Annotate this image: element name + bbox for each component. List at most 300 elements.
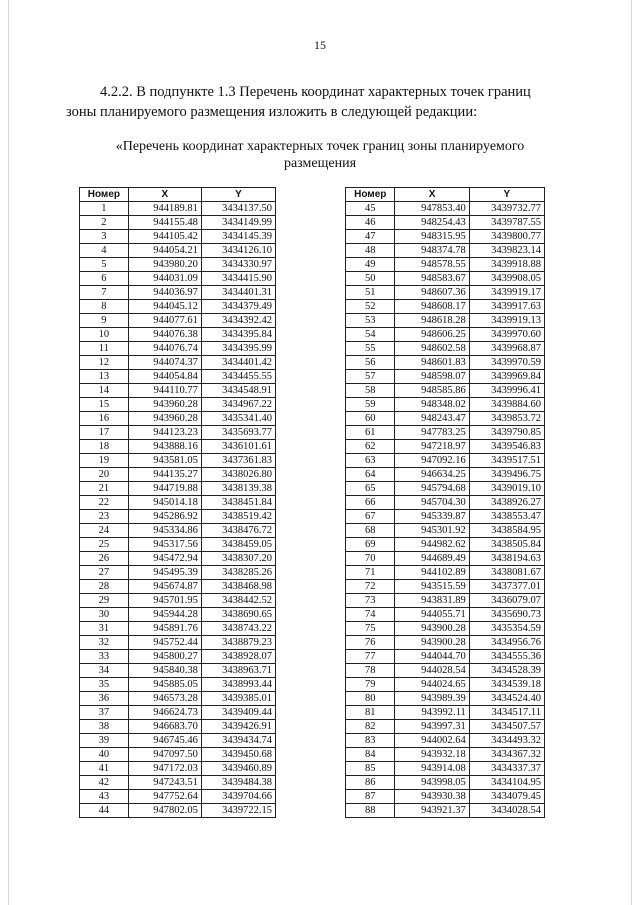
cell-y: 3439919.17	[469, 286, 544, 300]
cell-number: 3	[80, 230, 129, 244]
cell-number: 7	[80, 286, 129, 300]
cell-y: 3439823.14	[469, 244, 544, 258]
cell-x: 943900.28	[395, 636, 469, 650]
table-header-row	[80, 188, 276, 202]
table-row	[346, 538, 545, 552]
table-row	[346, 244, 545, 258]
cell-number: 6	[80, 272, 129, 286]
table-row	[80, 454, 276, 468]
cell-x: 944077.61	[128, 314, 201, 328]
clause-text	[66, 82, 586, 122]
cell-number: 17	[80, 426, 129, 440]
cell-y: 3434367.32	[469, 748, 544, 762]
table-row	[80, 748, 276, 762]
table-row	[80, 440, 276, 454]
cell-y: 3439853.72	[469, 412, 544, 426]
cell-number: 59	[346, 398, 395, 412]
table-row	[80, 398, 276, 412]
cell-number: 81	[346, 706, 395, 720]
cell-y: 3434379.49	[201, 300, 275, 314]
table-row	[346, 496, 545, 510]
cell-x: 945752.44	[128, 636, 201, 650]
cell-y: 3439434.74	[201, 734, 275, 748]
cell-x: 945891.76	[128, 622, 201, 636]
table-row	[346, 580, 545, 594]
cell-y: 3439919.13	[469, 314, 544, 328]
cell-y: 3439787.55	[469, 216, 544, 230]
cell-y: 3435341.40	[201, 412, 275, 426]
cell-y: 3438743.22	[201, 622, 275, 636]
cell-y: 3434330.97	[201, 258, 275, 272]
cell-x: 944155.48	[128, 216, 201, 230]
cell-number: 42	[80, 776, 129, 790]
table-row	[346, 566, 545, 580]
cell-y: 3438505.84	[469, 538, 544, 552]
cell-y: 3438285.26	[201, 566, 275, 580]
table-row	[80, 468, 276, 482]
table-row	[346, 706, 545, 720]
cell-x: 943831.89	[395, 594, 469, 608]
table-row	[346, 440, 545, 454]
table-row	[80, 622, 276, 636]
cell-number: 12	[80, 356, 129, 370]
cell-number: 79	[346, 678, 395, 692]
table-row	[346, 734, 545, 748]
cell-number: 69	[346, 538, 395, 552]
cell-number: 32	[80, 636, 129, 650]
table-row	[346, 398, 545, 412]
table-row	[80, 272, 276, 286]
cell-y: 3438879.23	[201, 636, 275, 650]
cell-x: 947802.05	[128, 804, 201, 818]
cell-y: 3439918.88	[469, 258, 544, 272]
cell-number: 71	[346, 566, 395, 580]
table-row	[346, 216, 545, 230]
cell-number: 73	[346, 594, 395, 608]
table-row	[346, 650, 545, 664]
table-row	[80, 804, 276, 818]
cell-number: 68	[346, 524, 395, 538]
cell-number: 31	[80, 622, 129, 636]
cell-y: 3439385.01	[201, 692, 275, 706]
cell-number: 45	[346, 202, 395, 216]
table-row	[80, 706, 276, 720]
cell-y: 3434555.36	[469, 650, 544, 664]
cell-number: 56	[346, 356, 395, 370]
table-row	[80, 202, 276, 216]
cell-y: 3437361.83	[201, 454, 275, 468]
cell-number: 26	[80, 552, 129, 566]
table-row	[80, 692, 276, 706]
cell-x: 943581.05	[128, 454, 201, 468]
cell-number: 60	[346, 412, 395, 426]
table-row	[346, 790, 545, 804]
cell-x: 945701.95	[128, 594, 201, 608]
cell-number: 8	[80, 300, 129, 314]
cell-number: 51	[346, 286, 395, 300]
cell-number: 41	[80, 762, 129, 776]
cell-y: 3434967.22	[201, 398, 275, 412]
cell-x: 944123.23	[128, 426, 201, 440]
cell-number: 46	[346, 216, 395, 230]
cell-number: 37	[80, 706, 129, 720]
cell-y: 3434507.57	[469, 720, 544, 734]
cell-x: 947172.03	[128, 762, 201, 776]
cell-y: 3439968.87	[469, 342, 544, 356]
cell-number: 57	[346, 370, 395, 384]
cell-x: 947853.40	[395, 202, 469, 216]
cell-x: 945014.18	[128, 496, 201, 510]
cell-number: 9	[80, 314, 129, 328]
cell-number: 67	[346, 510, 395, 524]
cell-number: 75	[346, 622, 395, 636]
table-row	[346, 762, 545, 776]
table-row	[80, 594, 276, 608]
cell-y: 3439908.05	[469, 272, 544, 286]
cell-number: 2	[80, 216, 129, 230]
cell-x: 943997.31	[395, 720, 469, 734]
cell-number: 84	[346, 748, 395, 762]
clause-line-2: зоны планируемого размещения изложить в следующей редакции:	[66, 104, 478, 120]
cell-x: 944045.12	[128, 300, 201, 314]
cell-x: 944076.74	[128, 342, 201, 356]
table-row	[80, 384, 276, 398]
cell-y: 3439917.63	[469, 300, 544, 314]
cell-y: 3434956.76	[469, 636, 544, 650]
table-row	[346, 524, 545, 538]
cell-y: 3439704.66	[201, 790, 275, 804]
cell-x: 943960.28	[128, 412, 201, 426]
cell-x: 946634.25	[395, 468, 469, 482]
cell-y: 3439790.85	[469, 426, 544, 440]
cell-number: 86	[346, 776, 395, 790]
cell-x: 944689.49	[395, 552, 469, 566]
table-row	[346, 692, 545, 706]
cell-number: 30	[80, 608, 129, 622]
cell-x: 947783.25	[395, 426, 469, 440]
cell-y: 3439484.38	[201, 776, 275, 790]
table-row	[80, 216, 276, 230]
cell-number: 62	[346, 440, 395, 454]
cell-x: 948254.43	[395, 216, 469, 230]
cell-number: 77	[346, 650, 395, 664]
cell-number: 82	[346, 720, 395, 734]
header-y: Y	[469, 188, 544, 202]
header-number: Номер	[346, 188, 395, 202]
table-row	[80, 538, 276, 552]
cell-number: 25	[80, 538, 129, 552]
cell-x: 948315.95	[395, 230, 469, 244]
table-row	[346, 804, 545, 818]
table-row	[80, 510, 276, 524]
cell-x: 943932.18	[395, 748, 469, 762]
cell-number: 72	[346, 580, 395, 594]
cell-y: 3434028.54	[469, 804, 544, 818]
table-row	[80, 356, 276, 370]
cell-y: 3438451.84	[201, 496, 275, 510]
cell-y: 3437377.01	[469, 580, 544, 594]
cell-number: 63	[346, 454, 395, 468]
table-caption	[0, 138, 640, 172]
cell-x: 948578.55	[395, 258, 469, 272]
cell-x: 947097.50	[128, 748, 201, 762]
cell-number: 16	[80, 412, 129, 426]
cell-y: 3434524.40	[469, 692, 544, 706]
header-y: Y	[201, 188, 275, 202]
header-number: Номер	[80, 188, 129, 202]
cell-y: 3434126.10	[201, 244, 275, 258]
table-row	[80, 342, 276, 356]
cell-number: 34	[80, 664, 129, 678]
table-row	[346, 286, 545, 300]
table-row	[80, 412, 276, 426]
cell-x: 948606.25	[395, 328, 469, 342]
cell-x: 944105.42	[128, 230, 201, 244]
table-row	[80, 776, 276, 790]
table-row	[80, 300, 276, 314]
cell-number: 36	[80, 692, 129, 706]
cell-x: 944110.77	[128, 384, 201, 398]
cell-x: 945674.87	[128, 580, 201, 594]
cell-y: 3438476.72	[201, 524, 275, 538]
cell-y: 3438081.67	[469, 566, 544, 580]
cell-y: 3434548.91	[201, 384, 275, 398]
cell-x: 948601.83	[395, 356, 469, 370]
cell-y: 3434337.37	[469, 762, 544, 776]
cell-number: 23	[80, 510, 129, 524]
cell-x: 948607.36	[395, 286, 469, 300]
cell-number: 4	[80, 244, 129, 258]
cell-y: 3439460.89	[201, 762, 275, 776]
cell-number: 15	[80, 398, 129, 412]
cell-x: 948348.02	[395, 398, 469, 412]
table-row	[80, 678, 276, 692]
table-row	[346, 594, 545, 608]
cell-number: 70	[346, 552, 395, 566]
table-row	[80, 482, 276, 496]
cell-number: 5	[80, 258, 129, 272]
cell-y: 3434104.95	[469, 776, 544, 790]
table-row	[80, 426, 276, 440]
caption-line-1: «Перечень координат характерных точек границ зоны планируемого	[115, 139, 525, 154]
cell-x: 944719.88	[128, 482, 201, 496]
table-row	[346, 622, 545, 636]
cell-y: 3434145.39	[201, 230, 275, 244]
cell-x: 944135.27	[128, 468, 201, 482]
table-row	[346, 776, 545, 790]
cell-x: 944074.37	[128, 356, 201, 370]
cell-y: 3434539.18	[469, 678, 544, 692]
cell-x: 948374.78	[395, 244, 469, 258]
table-row	[346, 328, 545, 342]
cell-y: 3438442.52	[201, 594, 275, 608]
cell-x: 945704.30	[395, 496, 469, 510]
cell-x: 944028.54	[395, 664, 469, 678]
cell-x: 944024.65	[395, 678, 469, 692]
table-row	[80, 566, 276, 580]
cell-y: 3439722.15	[201, 804, 275, 818]
header-x: X	[128, 188, 201, 202]
page-edge-left	[8, 0, 9, 905]
cell-y: 3434401.31	[201, 286, 275, 300]
cell-y: 3439517.51	[469, 454, 544, 468]
cell-y: 3438459.05	[201, 538, 275, 552]
table-row	[346, 370, 545, 384]
caption-line-2: размещения	[283, 156, 357, 171]
cell-number: 47	[346, 230, 395, 244]
cell-x: 947218.97	[395, 440, 469, 454]
cell-y: 3438928.07	[201, 650, 275, 664]
table-header-row	[346, 188, 545, 202]
cell-y: 3439496.75	[469, 468, 544, 482]
cell-y: 3436101.61	[201, 440, 275, 454]
cell-x: 943515.59	[395, 580, 469, 594]
cell-y: 3434455.55	[201, 370, 275, 384]
cell-y: 3439970.60	[469, 328, 544, 342]
table-row	[346, 272, 545, 286]
cell-y: 3438690.65	[201, 608, 275, 622]
table-row	[80, 762, 276, 776]
cell-y: 3439732.77	[469, 202, 544, 216]
cell-x: 945495.39	[128, 566, 201, 580]
cell-x: 944054.21	[128, 244, 201, 258]
cell-y: 3439970.59	[469, 356, 544, 370]
table-row	[346, 608, 545, 622]
table-row	[80, 650, 276, 664]
cell-x: 943992.11	[395, 706, 469, 720]
table-row	[346, 636, 545, 650]
cell-y: 3434528.39	[469, 664, 544, 678]
cell-number: 83	[346, 734, 395, 748]
cell-number: 43	[80, 790, 129, 804]
cell-number: 50	[346, 272, 395, 286]
cell-number: 80	[346, 692, 395, 706]
table-row	[346, 468, 545, 482]
table-row	[80, 524, 276, 538]
cell-number: 74	[346, 608, 395, 622]
table-row	[80, 636, 276, 650]
cell-y: 3439409.44	[201, 706, 275, 720]
cell-y: 3438468.98	[201, 580, 275, 594]
cell-y: 3438139.38	[201, 482, 275, 496]
cell-x: 944002.64	[395, 734, 469, 748]
cell-y: 3438194.63	[469, 552, 544, 566]
cell-y: 3434079.45	[469, 790, 544, 804]
cell-y: 3438307.20	[201, 552, 275, 566]
table-row	[80, 244, 276, 258]
cell-number: 87	[346, 790, 395, 804]
table-row	[346, 202, 545, 216]
cell-y: 3439800.77	[469, 230, 544, 244]
cell-number: 33	[80, 650, 129, 664]
cell-x: 948598.07	[395, 370, 469, 384]
cell-x: 945794.68	[395, 482, 469, 496]
cell-y: 3435354.59	[469, 622, 544, 636]
cell-x: 946624.73	[128, 706, 201, 720]
cell-y: 3438584.95	[469, 524, 544, 538]
cell-y: 3439884.60	[469, 398, 544, 412]
cell-x: 944054.84	[128, 370, 201, 384]
cell-x: 944031.09	[128, 272, 201, 286]
table-row	[346, 314, 545, 328]
cell-number: 38	[80, 720, 129, 734]
cell-number: 44	[80, 804, 129, 818]
cell-y: 3434395.84	[201, 328, 275, 342]
cell-x: 945840.38	[128, 664, 201, 678]
cell-x: 947752.64	[128, 790, 201, 804]
cell-x: 948618.28	[395, 314, 469, 328]
cell-y: 3439426.91	[201, 720, 275, 734]
cell-y: 3435693.77	[201, 426, 275, 440]
cell-number: 22	[80, 496, 129, 510]
cell-x: 943980.20	[128, 258, 201, 272]
cell-y: 3438963.71	[201, 664, 275, 678]
table-row	[346, 258, 545, 272]
coordinates-table-left	[79, 187, 276, 818]
cell-y: 3434517.11	[469, 706, 544, 720]
cell-y: 3434392.42	[201, 314, 275, 328]
cell-x: 944036.97	[128, 286, 201, 300]
cell-x: 944055.71	[395, 608, 469, 622]
cell-number: 53	[346, 314, 395, 328]
cell-x: 943960.28	[128, 398, 201, 412]
table-row	[80, 314, 276, 328]
cell-x: 945334.86	[128, 524, 201, 538]
table-row	[346, 384, 545, 398]
cell-number: 18	[80, 440, 129, 454]
cell-number: 88	[346, 804, 395, 818]
cell-x: 945286.92	[128, 510, 201, 524]
cell-number: 39	[80, 734, 129, 748]
table-row	[80, 580, 276, 594]
cell-number: 49	[346, 258, 395, 272]
cell-x: 943888.16	[128, 440, 201, 454]
cell-number: 52	[346, 300, 395, 314]
cell-number: 78	[346, 664, 395, 678]
table-row	[80, 734, 276, 748]
cell-y: 3438993.44	[201, 678, 275, 692]
cell-number: 66	[346, 496, 395, 510]
cell-number: 11	[80, 342, 129, 356]
cell-number: 10	[80, 328, 129, 342]
cell-number: 14	[80, 384, 129, 398]
table-row	[346, 748, 545, 762]
cell-x: 946573.28	[128, 692, 201, 706]
cell-y: 3439546.83	[469, 440, 544, 454]
cell-x: 946745.46	[128, 734, 201, 748]
cell-y: 3434415.90	[201, 272, 275, 286]
cell-number: 29	[80, 594, 129, 608]
table-row	[80, 286, 276, 300]
cell-number: 76	[346, 636, 395, 650]
cell-x: 944189.81	[128, 202, 201, 216]
cell-x: 945339.87	[395, 510, 469, 524]
table-row	[80, 720, 276, 734]
cell-x: 945301.92	[395, 524, 469, 538]
cell-number: 13	[80, 370, 129, 384]
cell-y: 3434137.50	[201, 202, 275, 216]
table-row	[346, 720, 545, 734]
cell-number: 64	[346, 468, 395, 482]
table-row	[80, 608, 276, 622]
cell-x: 943989.39	[395, 692, 469, 706]
cell-number: 24	[80, 524, 129, 538]
cell-y: 3439969.84	[469, 370, 544, 384]
cell-y: 3434395.99	[201, 342, 275, 356]
cell-x: 944076.38	[128, 328, 201, 342]
table-row	[80, 496, 276, 510]
header-x: X	[395, 188, 469, 202]
